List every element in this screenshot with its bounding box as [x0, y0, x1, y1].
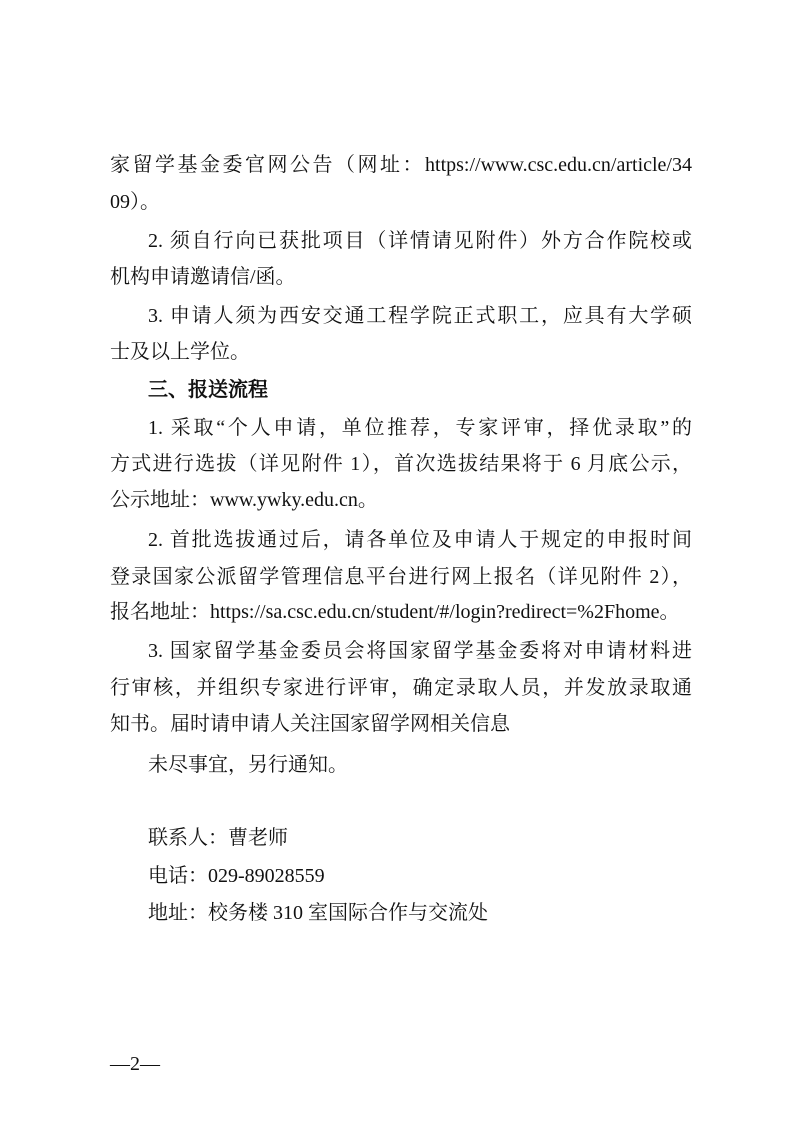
body-line: 09）。: [110, 191, 160, 213]
body-line: 知书。届时请申请人关注国家留学网相关信息: [110, 713, 510, 735]
body-line: 登录国家公派留学管理信息平台进行网上报名（详见附件 2），: [110, 566, 692, 588]
body-line: 2. 须自行向已获批项目（详情请见附件）外方合作院校或: [148, 230, 692, 252]
body-line: 公示地址：www.ywky.edu.cn。: [110, 489, 378, 511]
body-line: 士及以上学位。: [110, 341, 250, 363]
contact-address: 地址：校务楼 310 室国际合作与交流处: [148, 902, 488, 924]
body-line: 1. 采取“个人申请，单位推荐，专家评审，择优录取”的: [148, 417, 692, 439]
body-line: 报名地址：https://sa.csc.edu.cn/student/#/login?redirect=%2Fhome。: [110, 601, 680, 623]
body-line: 行审核，并组织专家进行评审，确定录取人员，并发放录取通: [110, 677, 692, 699]
section-heading: 三、报送流程: [148, 377, 268, 401]
page-number: —2—: [110, 1053, 160, 1075]
contact-phone: 电话：029-89028559: [148, 865, 325, 887]
body-line: 3. 申请人须为西安交通工程学院正式职工，应具有大学硕: [148, 305, 692, 327]
body-line: 方式进行选拔（详见附件 1），首次选拔结果将于 6 月底公示，: [110, 453, 692, 475]
body-line: 家留学基金委官网公告（网址：https://www.csc.edu.cn/article/34: [110, 154, 692, 176]
body-line: 机构申请邀请信/函。: [110, 266, 296, 288]
body-line: 3. 国家留学基金委员会将国家留学基金委将对申请材料进: [148, 640, 692, 662]
body-line: 2. 首批选拔通过后，请各单位及申请人于规定的申报时间: [148, 529, 692, 551]
contact-person: 联系人：曹老师: [148, 827, 288, 849]
closing-line: 未尽事宜，另行通知。: [148, 754, 348, 776]
